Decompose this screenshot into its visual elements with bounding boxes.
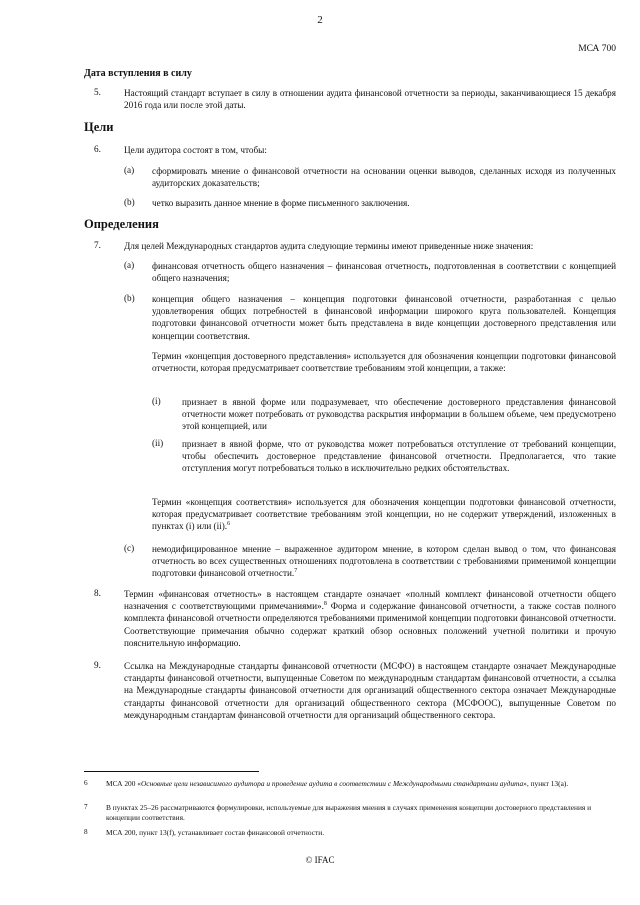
effective-date-heading: Дата вступления в силу	[84, 68, 192, 79]
footnote-ref-6: 6	[227, 521, 231, 528]
para-7-c-text	[152, 543, 616, 580]
para-6-b-text: четко выразить данное мнение в форме письменного заключения.	[152, 198, 410, 208]
footnote-6-text-b: », пункт 13(a).	[523, 779, 569, 788]
compliance-framework-definition	[152, 496, 616, 533]
para-number-9: 9.	[94, 660, 101, 670]
para-7-c-label: (c)	[124, 543, 135, 553]
item-i-text: признает в явной форме или подразумевает, что обеспечение достоверного представления финансовой отчетности может потребовать от руководства раскрытия информации в большем объеме, чем предусмотрено этой концепцией, или	[182, 397, 616, 432]
item-ii-text: признает в явной форме, что от руководства может потребоваться отступление от требований концепции, чтобы обеспечить достоверное представление финансовой отчетности. Предполагается, что такие отступления могут потребоваться только в исключительно редких обстоятельствах.	[182, 439, 616, 474]
footnote-7-mark: 7	[84, 803, 88, 811]
fair-presentation-definition: Термин «концепция достоверного представления» используется для обозначения концепции подготовки финансовой отчетности, которая предусматривает соответствие требованиям этой концепции, а также:	[152, 351, 616, 374]
para-number-5: 5.	[94, 87, 101, 97]
footnote-ref-8: 8	[323, 601, 327, 608]
page-number: 2	[317, 14, 323, 26]
para-8-text-a: Термин «финансовая отчетность» в настоящем стандарте означает «полный комплект финансовой отчетности общего назначения с соответствующими примечаниями».	[124, 589, 616, 612]
footnote-6-text	[106, 779, 616, 789]
para-5-text: Настоящий стандарт вступает в силу в отношении аудита финансовой отчетности за периоды, заканчивающиеся 15 декабря 2016 года или после этой даты.	[124, 88, 616, 111]
definitions-heading: Определения	[84, 217, 159, 231]
para-6-a-label: (a)	[124, 165, 135, 175]
unmodified-opinion-text: немодифицированное мнение – выраженное аудитором мнение, в котором сделан вывод о том, что финансовая отчетность во всех существенных отношениях подготовлена в соответствии с требованиями применимой концепции подготовки финансовой отчетности.	[152, 544, 616, 579]
para-8-text	[124, 588, 616, 649]
para-number-7: 7.	[94, 240, 101, 250]
footnote-separator	[84, 771, 259, 772]
para-9-text: Ссылка на Международные стандарты финансовой отчетности (МСФО) в настоящем стандарте означает Международные стандарты финансовой отчетности, выпущенные Советом по международным стандартам финансовой отчетности, а ссылка на Международные стандарты финансовой отчетности для организаций общественного сектора означает Международные стандарты финансовой отчетности для организаций общественного сектора (МСФООС), выпущенные Советом по международным стандартам финансовой отчетности для организаций общественного сектора.	[124, 661, 616, 720]
objectives-heading: Цели	[84, 120, 114, 134]
para-8-text-b: Форма и содержание финансовой отчетности, а также состав полного комплекта финансовой отчетности определяются требованиями применимой концепции подготовки финансовой отчетности. Соответствующие примечания обычно содержат краткий обзор основных положений учетной политики и прочую пояснительную информацию.	[124, 601, 616, 648]
footnote-ref-7: 7	[294, 568, 298, 575]
para-7-b-text: концепция общего назначения – концепция подготовки финансовой отчетности, разработанная с целью удовлетворения общих потребностей в финансовой информации широкого круга пользователей. Концепция подготовки финансовой отчетности может быть представлена в виде концепции достоверного представления или концепции соответствия.	[152, 294, 616, 341]
copyright-footer: © IFAC	[305, 855, 335, 865]
para-number-8: 8.	[94, 588, 101, 598]
para-7-b-label: (b)	[124, 293, 135, 303]
para-7-a-text: финансовая отчетность общего назначения – финансовая отчетность, подготовленная в соответствии с концепцией общего назначения;	[152, 261, 616, 284]
footnote-6-mark: 6	[84, 779, 88, 787]
para-6-lead: Цели аудитора состоят в том, чтобы:	[124, 145, 267, 155]
para-7-lead: Для целей Международных стандартов аудита следующие термины имеют приведенные ниже значения:	[124, 241, 534, 251]
para-7-a-label: (a)	[124, 260, 135, 270]
compliance-framework-text: Термин «концепция соответствия» используется для обозначения концепции подготовки финансовой отчетности, которая предусматривает соответствие требованиям этой концепции, но не содержит утверждений, изложенных в пунктах (i) или (ii).	[152, 497, 616, 532]
footnote-7-text: В пунктах 25–26 рассматриваются формулировки, используемые для выражения мнения в случаях применения концепции достоверного представления и концепции соответствия.	[106, 803, 592, 822]
standard-code: МСА 700	[578, 44, 616, 54]
footnote-6-text-a: МСА 200 «	[106, 779, 141, 788]
footnote-8-text: МСА 200, пункт 13(f), устанавливает состав финансовой отчетности.	[106, 828, 325, 837]
para-6-b-label: (b)	[124, 197, 135, 207]
footnote-6-title: Основные цели независимого аудитора и проведение аудита в соответствии с Международными стандартами аудита	[140, 779, 524, 788]
item-i-label: (i)	[152, 396, 161, 406]
para-6-a-text: сформировать мнение о финансовой отчетности на основании оценки выводов, сделанных исходя из полученных аудиторских доказательств;	[152, 166, 616, 189]
item-ii-label: (ii)	[152, 438, 164, 448]
para-number-6: 6.	[94, 144, 101, 154]
footnote-8-mark: 8	[84, 828, 88, 836]
